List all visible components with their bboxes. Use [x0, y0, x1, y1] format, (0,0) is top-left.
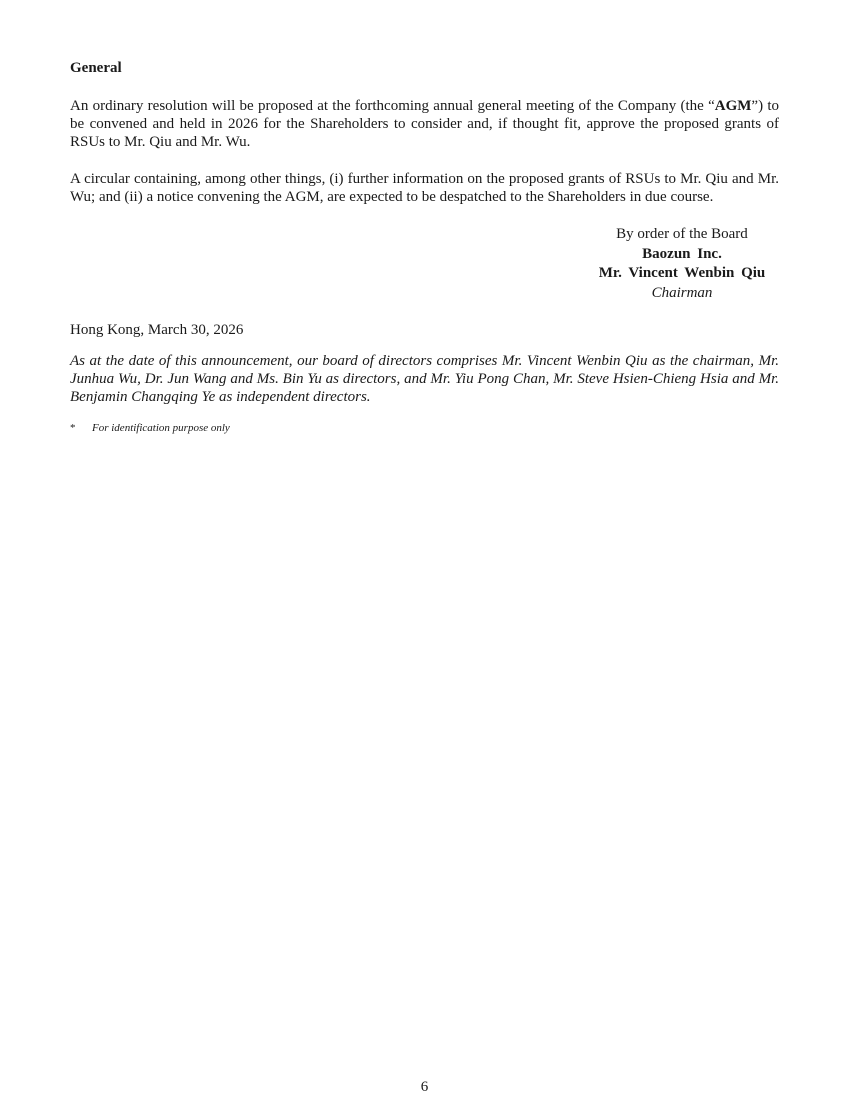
- resolution-text-start: An ordinary resolution will be proposed at the forthcoming annual general meeting of the Company (the “: [70, 98, 715, 114]
- signature-company: Baozun Inc.: [642, 245, 722, 262]
- circular-paragraph: A circular containing, among other things, (i) further information on the proposed grants of RSUs to Mr. Qiu and Mr. Wu; and (ii) a notice convening the AGM, are expected to be despatched to the Shareholders in due course.: [70, 171, 779, 205]
- signature-block: [587, 225, 777, 303]
- resolution-paragraph: [70, 97, 779, 151]
- page-content: [70, 58, 779, 435]
- footnote-mark: *: [70, 422, 76, 434]
- board-composition-note: As at the date of this announcement, our board of directors comprises Mr. Vincent Wenbin Qiu as the chairman, Mr. Junhua Wu, Dr. Jun Wang and Ms. Bin Yu as directors, and Mr. Yiu Pong Chan, Mr. Steve Hsien-Chieng Hsia and Mr. Benjamin Changqing Ye as independent directors.: [70, 353, 779, 405]
- signature-name: Mr. Vincent Wenbin Qiu: [598, 265, 766, 281]
- signature-title: Chairman: [651, 284, 713, 301]
- resolution-text-end: ”) to be convened and held in 2026 for the Shareholders to consider and, if thought fit, approve the proposed grants of RSUs to Mr. Qiu and Mr. Wu.: [70, 98, 779, 150]
- footnote-text: For identification purpose only: [92, 422, 230, 434]
- page-number: 6: [420, 1079, 429, 1095]
- signature-order-line: By order of the Board: [616, 226, 748, 242]
- agm-defined-term: AGM: [714, 98, 752, 114]
- place-date: Hong Kong, March 30, 2026: [70, 322, 244, 338]
- section-heading: General: [70, 60, 122, 76]
- footnote: [70, 421, 779, 435]
